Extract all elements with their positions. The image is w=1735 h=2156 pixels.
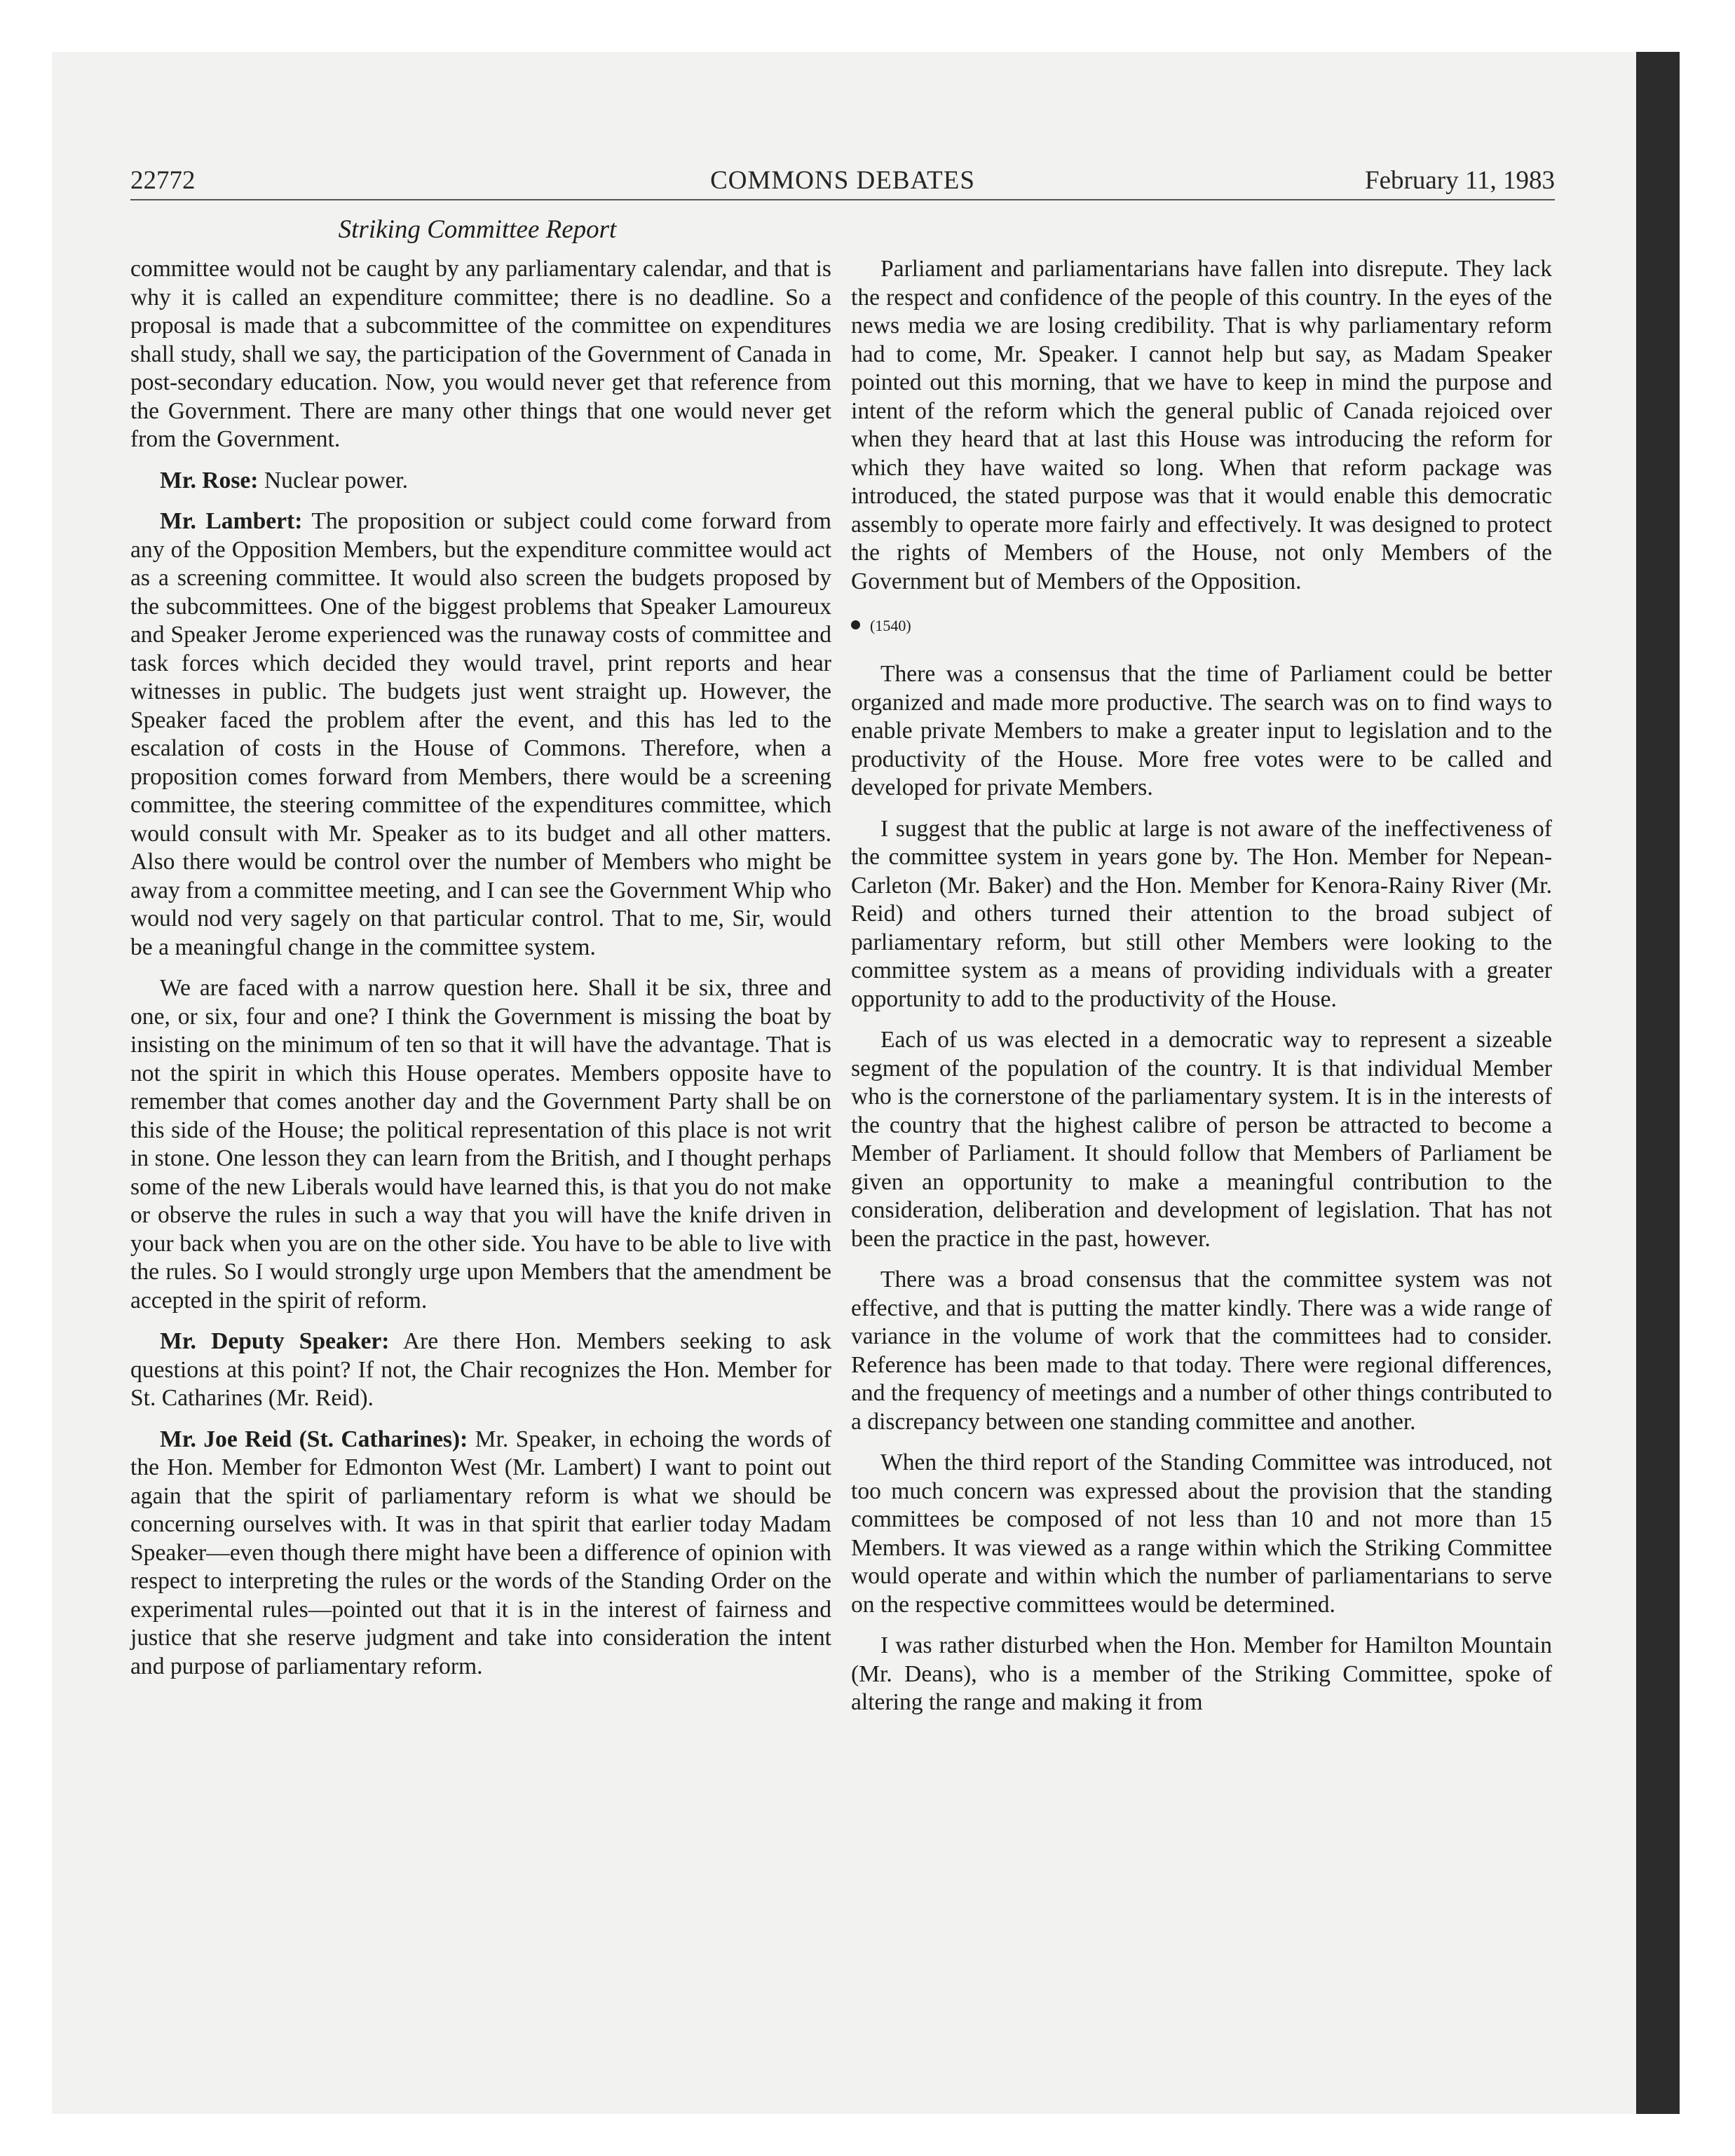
paragraph-text: committee would not be caught by any parliamentary calendar, and that is why it is called an expenditure committee; there is no deadline. So a proposal is made that a subcommittee of the committee on expenditures shall study, shall we say, the participation of the Government of Canada in post-secondary education. Now, you would never get that reference from the Government. There are many other things that one would never get from the Government. [130, 256, 831, 452]
speaker-name: Mr. Deputy Speaker: [160, 1328, 390, 1354]
time-marker-text: (1540) [870, 617, 911, 634]
header-rule [130, 199, 1555, 200]
paragraph [130, 974, 831, 1315]
publication-title: COMMONS DEBATES [710, 166, 975, 195]
paragraph [851, 1632, 1552, 1717]
section-subhead: Striking Committee Report [338, 215, 617, 244]
paragraph [851, 255, 1552, 596]
paragraph [130, 467, 831, 496]
running-header [130, 165, 1555, 200]
paragraph [851, 815, 1552, 1014]
paragraph [130, 255, 831, 454]
issue-date: February 11, 1983 [1365, 166, 1555, 195]
paragraph-text: There was a consensus that the time of Parliament could be better organized and made more productive. The search was on to find ways to enable private Members to make a greater input to legislation and to the productivity of the House. More free votes were to be called and developed for private Members. [851, 661, 1552, 800]
paragraph [130, 1328, 831, 1413]
left-column [130, 255, 831, 1693]
paragraph-text: Parliament and parliamentarians have fallen into disrepute. They lack the respect and confidence of the people of this country. In the eyes of the news media we are losing credibility. That is why parliamentary reform had to come, Mr. Speaker. I cannot help but say, as Madam Speaker pointed out this morning, that we have to keep in mind the purpose and intent of the reform which the general public of Canada rejoiced over when they heard that at last this House was introducing the reform for which they have waited so long. When that reform package was introduced, the stated purpose was that it would enable this democratic assembly to operate more fairly and effectively. It was designed to protect the rights of Members of the House, not only Members of the Government but of Members of the Opposition. [851, 256, 1552, 594]
page-number: 22772 [130, 166, 196, 195]
paragraph [851, 1026, 1552, 1253]
speaker-name: Mr. Lambert: [160, 508, 303, 534]
paragraph-text: I was rather disturbed when the Hon. Member for Hamilton Mountain (Mr. Deans), who is a member of the Striking Committee, spoke of altering the range and making it from [851, 1632, 1552, 1715]
paragraph [851, 660, 1552, 803]
paragraph-text: The proposition or subject could come forward from any of the Opposition Members, but the expenditure committee would act as a screening committee. It would also screen the budgets proposed by the subcommittees. One of the biggest problems that Speaker Lamoureux and Speaker Jerome experienced was the runaway costs of committee and task forces which decided they would travel, print reports and hear witnesses in public. The budgets just went straight up. However, the Speaker faced the problem after the event, and this has led to the escalation of costs in the House of Commons. Therefore, when a proposition comes forward from Members, there would be a screening committee, the steering committee of the expenditures committee, which would consult with Mr. Speaker as to its budget and all other matters. Also there would be control over the number of Members who might be away from a committee meeting, and I can see the Government Whip who would nod very sagely on that particular control. That to me, Sir, would be a meaningful change in the committee system. [130, 508, 831, 960]
paragraph-text: Are there Hon. Members seeking to ask questions at this point? If not, the Chair recognizes the Hon. Member for St. Catharines (Mr. Reid). [130, 1328, 832, 1411]
paragraph-text: Mr. Speaker, in echoing the words of the Hon. Member for Edmonton West (Mr. Lambert) I want to point out again that the spirit of parliamentary reform is what we should be concerning ourselves with. It was in that spirit that earlier today Madam Speaker—even though there might have been a difference of opinion with respect to interpreting the rules or the words of the Standing Order on the experimental rules—pointed out that it is in the interest of fairness and justice that she reserve judgment and take into consideration the intent and purpose of parliamentary reform. [130, 1426, 831, 1679]
time-marker [851, 615, 1552, 636]
speaker-name: Mr. Rose: [160, 467, 259, 493]
paragraph [130, 507, 831, 962]
bullet-icon [851, 620, 860, 629]
scan-edge-shadow [1636, 52, 1680, 2114]
paragraph-text: We are faced with a narrow question here. Shall it be six, three and one, or six, four and one? I think the Government is missing the boat by insisting on the minimum of ten so that it will have the advantage. That is not the spirit in which this House operates. Members opposite have to remember that comes another day and the Government Party shall be on this side of the House; the political representation of this place is not writ in stone. One lesson they can learn from the British, and I thought perhaps some of the new Liberals would have learned this, is that you do not make or observe the rules in such a way that you will have the knife driven in your back when you are on the other side. You have to be able to live with the rules. So I would strongly urge upon Members that the amendment be accepted in the spirit of reform. [130, 975, 831, 1314]
speaker-name: Mr. Joe Reid (St. Catharines): [160, 1426, 468, 1452]
paragraph-text: When the third report of the Standing Committee was introduced, not too much concern was expressed about the provision that the standing committees be composed of not less than 10 and not more than 15 Members. It was viewed as a range within which the Striking Committee would operate and within which the number of parliamentarians to serve on the respective committees would be determined. [851, 1449, 1552, 1618]
paragraph-text: I suggest that the public at large is not aware of the ineffectiveness of the committee system in years gone by. The Hon. Member for Nepean-Carleton (Mr. Baker) and the Hon. Member for Kenora-Rainy River (Mr. Reid) and others turned their attention to the broad subject of parliamentary reform, but still other Members were looking to the committee system as a means of providing individuals with a greater opportunity to add to the productivity of the House. [851, 815, 1552, 1012]
paragraph-text: Each of us was elected in a democratic way to represent a sizeable segment of the population of the country. It is that individual Member who is the cornerstone of the parliamentary system. It is in the interests of the country that the highest calibre of person be attracted to become a Member of Parliament. It should follow that Members of Parliament be given an opportunity to make a meaningful contribution to the consideration, deliberation and development of legislation. That has not been the practice in the past, however. [851, 1027, 1552, 1252]
paragraph-text: There was a broad consensus that the committee system was not effective, and that is putting the matter kindly. There was a wide range of variance in the volume of work that the committees had to consider. Reference has been made to that today. There were regional differences, and the frequency of meetings and a number of other things contributed to a discrepancy between one standing committee and another. [851, 1267, 1552, 1435]
paragraph [130, 1426, 831, 1681]
right-column [851, 255, 1552, 1730]
paragraph [851, 1449, 1552, 1619]
paragraph [851, 1266, 1552, 1436]
paragraph-text: Nuclear power. [264, 467, 409, 493]
